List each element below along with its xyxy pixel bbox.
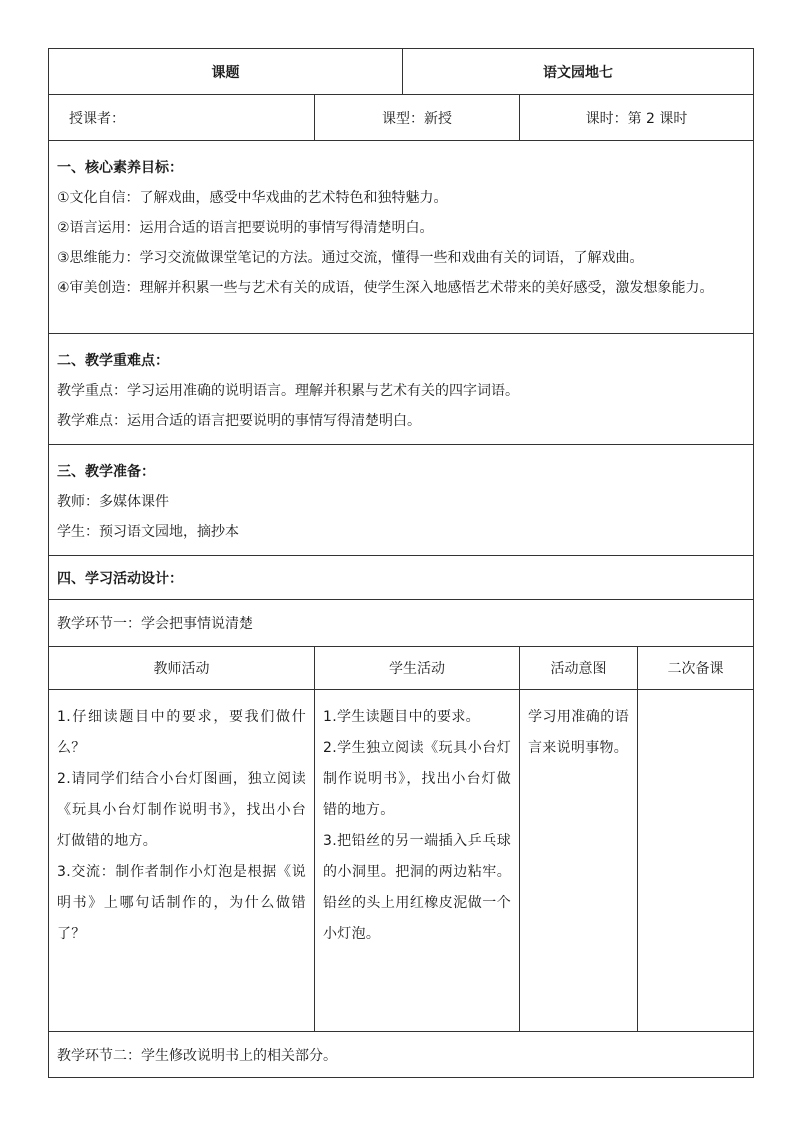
activity-design-row bbox=[49, 556, 754, 600]
column-header-student: 学生活动 bbox=[315, 647, 520, 690]
topic-value: 语文园地七 bbox=[403, 49, 754, 95]
stage2-title: 教学环节二：学生修改说明书上的相关部分。 bbox=[49, 1032, 754, 1078]
activity-header-row bbox=[49, 647, 754, 690]
column-header-teacher: 教师活动 bbox=[49, 647, 315, 690]
activity-intent-cell bbox=[520, 690, 638, 1032]
goal-item: ④审美创造：理解并积累一些与艺术有关的成语，使学生深入地感悟艺术带来的美好感受，激发想象能力。 bbox=[57, 280, 714, 296]
student-activity-item: 2.学生独立阅读《玩具小台灯制作说明书》，找出小台灯做错的地方。 bbox=[323, 740, 511, 818]
preparation-title: 三、教学准备： bbox=[57, 464, 155, 480]
goals-section bbox=[49, 141, 754, 334]
key-points-section bbox=[49, 334, 754, 445]
key-point-item: 教学难点：运用合适的语言把要说明的事情写得清楚明白。 bbox=[57, 413, 421, 429]
goal-item: ②语言运用：运用合适的语言把要说明的事情写得清楚明白。 bbox=[57, 220, 434, 236]
activity-content-row bbox=[49, 690, 754, 1032]
teacher-activity-item: 2.请同学们结合小台灯图画，独立阅读《玩具小台灯制作说明书》，找出小台灯做错的地方。 bbox=[57, 771, 306, 849]
student-activity-cell bbox=[315, 690, 520, 1032]
goals-row bbox=[49, 141, 754, 334]
column-header-intent: 活动意图 bbox=[520, 647, 638, 690]
lesson-time: 课时：第 2 课时 bbox=[520, 95, 754, 141]
activity-design-title: 四、学习活动设计： bbox=[49, 556, 754, 600]
student-activity-item: 3.把铅丝的另一端插入乒乓球的小洞里。把洞的两边粘牢。铅丝的头上用红橡皮泥做一个小灯泡。 bbox=[323, 833, 511, 942]
student-activity-item: 1.学生读题目中的要求。 bbox=[323, 709, 480, 725]
preparation-item: 教师：多媒体课件 bbox=[57, 494, 169, 510]
stage1-row bbox=[49, 600, 754, 647]
activity-intent-text: 学习用准确的语言来说明事物。 bbox=[528, 709, 629, 756]
key-points-row bbox=[49, 334, 754, 445]
goal-item: ①文化自信：了解戏曲，感受中华戏曲的艺术特色和独特魅力。 bbox=[57, 190, 448, 206]
goals-title: 一、核心素养目标： bbox=[57, 160, 183, 176]
teacher-activity-item: 1.仔细读题目中的要求，要我们做什么？ bbox=[57, 709, 306, 756]
lesson-plan-table bbox=[48, 48, 754, 1078]
column-header-second-prep: 二次备课 bbox=[638, 647, 754, 690]
teacher-activity-cell bbox=[49, 690, 315, 1032]
preparation-row bbox=[49, 445, 754, 556]
teacher-activity-item: 3.交流：制作者制作小灯泡是根据《说明书》上哪句话制作的，为什么做错了？ bbox=[57, 864, 306, 942]
key-points-title: 二、教学重难点： bbox=[57, 353, 169, 369]
goal-item: ③思维能力：学习交流做课堂笔记的方法。通过交流，懂得一些和戏曲有关的词语，了解戏曲。 bbox=[57, 250, 644, 266]
key-point-item: 教学重点：学习运用准确的说明语言。理解并积累与艺术有关的四字词语。 bbox=[57, 383, 519, 399]
topic-row bbox=[49, 49, 754, 95]
preparation-section bbox=[49, 445, 754, 556]
preparation-item: 学生：预习语文园地，摘抄本 bbox=[57, 524, 239, 540]
stage2-row bbox=[49, 1032, 754, 1078]
second-prep-cell bbox=[638, 690, 754, 1032]
stage1-title: 教学环节一：学会把事情说清楚 bbox=[49, 600, 754, 647]
info-row bbox=[49, 95, 754, 141]
lesson-type: 课型：新授 bbox=[315, 95, 520, 141]
topic-label: 课题 bbox=[49, 49, 403, 95]
lesson-plan bbox=[48, 48, 753, 1078]
teacher-field: 授课者： bbox=[49, 95, 315, 141]
